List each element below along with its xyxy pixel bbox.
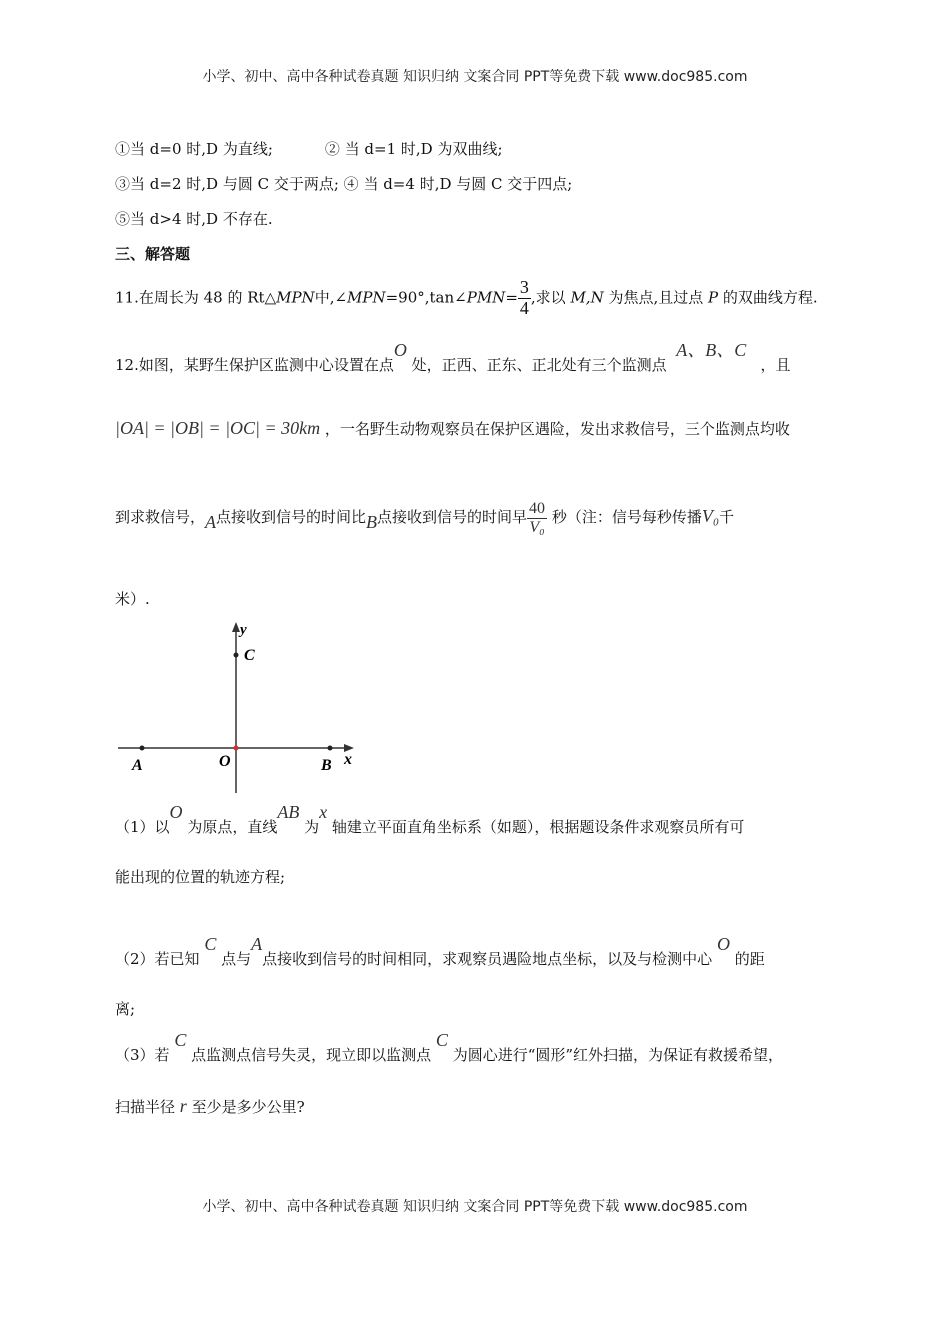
point-o <box>234 746 239 751</box>
text-fragment: AB <box>277 802 300 822</box>
text-fragment: 秒（注：信号每秒传播 <box>551 508 702 527</box>
text-fragment: O <box>716 934 730 954</box>
text-fragment: O <box>169 802 183 822</box>
text-fragment: = <box>505 288 518 307</box>
text-fragment: C <box>174 1030 187 1050</box>
text-fragment: （2）若已知 <box>115 950 200 968</box>
text-fragment: 点接收到信号的时间相同，求观察员遇险地点坐标，以及与检测中心 <box>262 950 713 968</box>
text-fragment: PMN <box>466 288 506 307</box>
text-fragment: 点接收到信号的时间早 <box>377 508 528 527</box>
text-fragment: 点接收到信号的时间比 <box>216 508 367 527</box>
option-5: ⑤当 d>4 时,D 不存在. <box>115 210 273 228</box>
option-4: ④ 当 d=4 时,D 与圆 C 交于四点; <box>343 175 573 193</box>
text-fragment: B <box>366 512 378 533</box>
text-fragment: A <box>205 512 217 533</box>
text-fragment: 4 <box>519 297 529 318</box>
text-fragment: =90°,tan∠ <box>385 288 467 307</box>
option-3: ③当 d=2 时,D 与圆 C 交于两点; <box>115 175 339 193</box>
point-c <box>234 653 239 658</box>
text-fragment: 处，正西、正东、正北处有三个监测点 <box>411 356 667 374</box>
option-line-2 <box>115 173 572 194</box>
part-2-line-2: 离; <box>115 1000 136 1018</box>
part-3-line-1 <box>115 1030 784 1065</box>
part-1-line-2: 能出现的位置的轨迹方程; <box>115 868 286 886</box>
point-b <box>328 746 333 751</box>
text-fragment: 至少是多少公里? <box>191 1098 305 1116</box>
a-label: A <box>132 757 143 774</box>
x-label: x <box>344 751 352 768</box>
o-label: O <box>219 753 231 770</box>
part-2-line-1 <box>115 934 765 969</box>
text-fragment: 中,∠ <box>314 288 348 307</box>
text-fragment: x <box>319 802 328 822</box>
question-12-line-2 <box>115 418 790 439</box>
coordinate-figure <box>118 618 368 798</box>
distance-equation: |OA| = |OB| = |OC| = 30km <box>115 418 321 438</box>
text-fragment: 12.如图，某野生保护区监测中心设置在点 <box>115 356 394 374</box>
text-fragment: ，一名野生动物观察员在保护区遇险，发出求救信号，三个监测点均收 <box>324 420 790 438</box>
question-12-line-4: 米）. <box>115 590 150 608</box>
text-fragment: 为原点，直线 <box>187 818 278 836</box>
question-12-line-1 <box>115 340 791 376</box>
text-fragment: 40 <box>529 500 546 517</box>
option-line-1 <box>115 138 503 159</box>
text-fragment: 点监测点信号失灵，现立即以监测点 <box>191 1046 432 1064</box>
text-fragment: 千 <box>719 508 735 527</box>
text-fragment: V₀ <box>701 506 720 527</box>
page-footer: 小学、初中、高中各种试卷真题 知识归纳 文案合同 PPT等免费下载 www.doc985.com <box>202 1199 748 1215</box>
text-fragment: C <box>435 1030 448 1050</box>
y-label: y <box>240 622 247 638</box>
option-1: ①当 d=0 时,D 为直线; <box>115 140 273 158</box>
part-1-line-1 <box>115 802 745 837</box>
text-fragment: 点与 <box>221 950 252 968</box>
text-fragment: P <box>708 288 719 307</box>
text-fragment: 为 <box>304 818 320 836</box>
text-fragment: C <box>204 934 217 954</box>
c-label: C <box>244 647 255 664</box>
text-fragment: r <box>179 1096 187 1116</box>
text-fragment: （1）以 <box>115 818 170 836</box>
text-fragment: M,N <box>570 288 604 307</box>
text-fragment: 的距 <box>734 950 765 968</box>
question-12-line-3 <box>115 500 734 536</box>
section-heading: 三、解答题 <box>115 245 191 263</box>
option-2: ② 当 d=1 时,D 为双曲线; <box>324 140 503 158</box>
text-fragment: 3 <box>519 277 529 297</box>
text-fragment: ，且 <box>760 356 791 374</box>
text-fragment: MPN <box>347 288 386 307</box>
text-fragment: ,求以 <box>530 288 571 307</box>
text-fragment: O <box>393 340 407 360</box>
text-fragment: V₀ <box>529 518 545 536</box>
text-fragment: 为焦点,且过点 <box>603 288 709 307</box>
text-fragment: A、B、C <box>676 340 747 360</box>
text-fragment: 为圆心进行“圆形”红外扫描，为保证有救援希望， <box>452 1046 784 1064</box>
question-11 <box>115 278 818 319</box>
text-fragment: 11.在周长为 48 的 Rt△ <box>115 288 277 307</box>
point-a <box>140 746 145 751</box>
text-fragment: （3）若 <box>115 1046 170 1064</box>
text-fragment: 扫描半径 <box>115 1098 176 1116</box>
b-label: B <box>321 757 332 774</box>
part-3-line-2 <box>115 1096 305 1117</box>
y-arrow-icon <box>232 622 240 632</box>
text-fragment: A <box>251 934 263 954</box>
text-fragment: 轴建立平面直角坐标系（如题），根据题设条件求观察员所有可 <box>331 818 745 836</box>
page-header: 小学、初中、高中各种试卷真题 知识归纳 文案合同 PPT等免费下载 www.doc985.com <box>202 69 748 85</box>
text-fragment: 到求救信号， <box>115 508 206 527</box>
text-fragment: MPN <box>276 288 315 307</box>
text-fragment: 的双曲线方程. <box>718 288 818 307</box>
